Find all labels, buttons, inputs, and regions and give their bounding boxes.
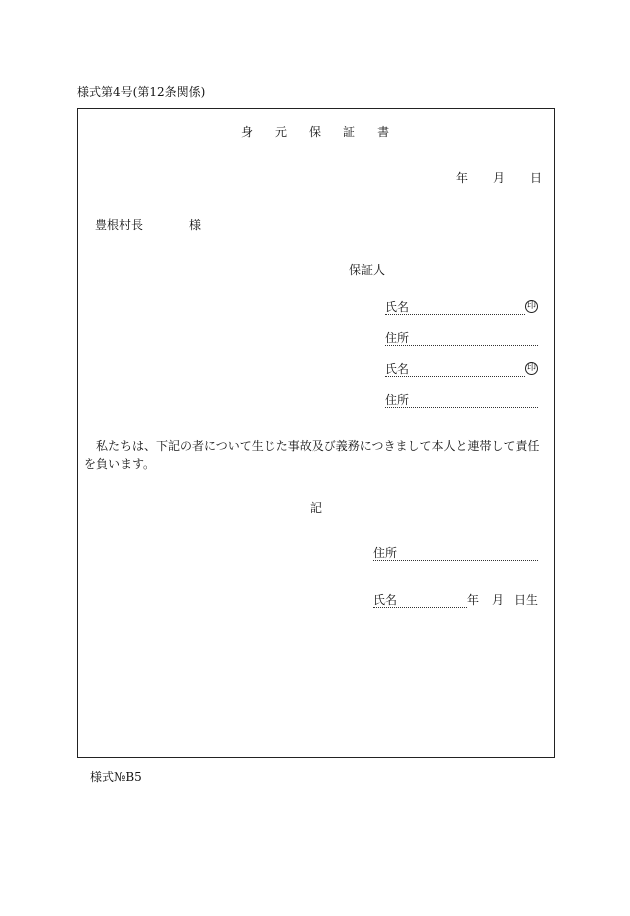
guarantor-2-address-label: 住所 xyxy=(385,393,410,407)
title-char: 身 xyxy=(241,125,254,139)
title-char: 保 xyxy=(309,125,322,139)
guarantor-1-address-line xyxy=(385,345,538,346)
guarantor-heading: 保証人 xyxy=(349,263,386,277)
guarantor-2-address-line xyxy=(385,407,538,408)
subject-address-label: 住所 xyxy=(373,546,398,560)
ki-heading: 記 xyxy=(310,501,323,515)
birth-month: 月 xyxy=(492,593,505,607)
date-month: 月 xyxy=(493,171,506,185)
guarantor-1-name-line xyxy=(385,314,525,315)
subject-address-line xyxy=(373,560,538,561)
addressee-name: 豊根村長 xyxy=(95,218,144,232)
birth-year: 年 xyxy=(467,593,480,607)
footer-form-size: 様式№B5 xyxy=(90,770,142,784)
date-day: 日 xyxy=(530,171,543,185)
document-title xyxy=(241,126,389,138)
guarantor-1-name-label: 氏名 xyxy=(385,300,410,314)
seal-icon: 印 xyxy=(526,301,536,311)
title-char: 証 xyxy=(343,125,356,139)
document-frame xyxy=(77,108,555,758)
title-char: 書 xyxy=(377,125,390,139)
addressee-honorific: 様 xyxy=(189,218,202,232)
subject-name-line xyxy=(373,607,467,608)
form-number: 様式第4号(第12条関係) xyxy=(77,85,206,99)
document-date xyxy=(456,172,542,184)
birth-day: 日生 xyxy=(514,593,539,607)
subject-name-label: 氏名 xyxy=(373,593,398,607)
guarantor-2-name-line xyxy=(385,376,525,377)
guarantee-statement: 私たちは、下記の者について生じた事故及び義務につきまして本人と連帯して責任を負います。 xyxy=(84,439,540,471)
guarantor-2-name-label: 氏名 xyxy=(385,362,410,376)
date-year: 年 xyxy=(456,171,469,185)
seal-icon: 印 xyxy=(526,363,536,373)
title-char: 元 xyxy=(275,125,288,139)
guarantor-1-address-label: 住所 xyxy=(385,331,410,345)
